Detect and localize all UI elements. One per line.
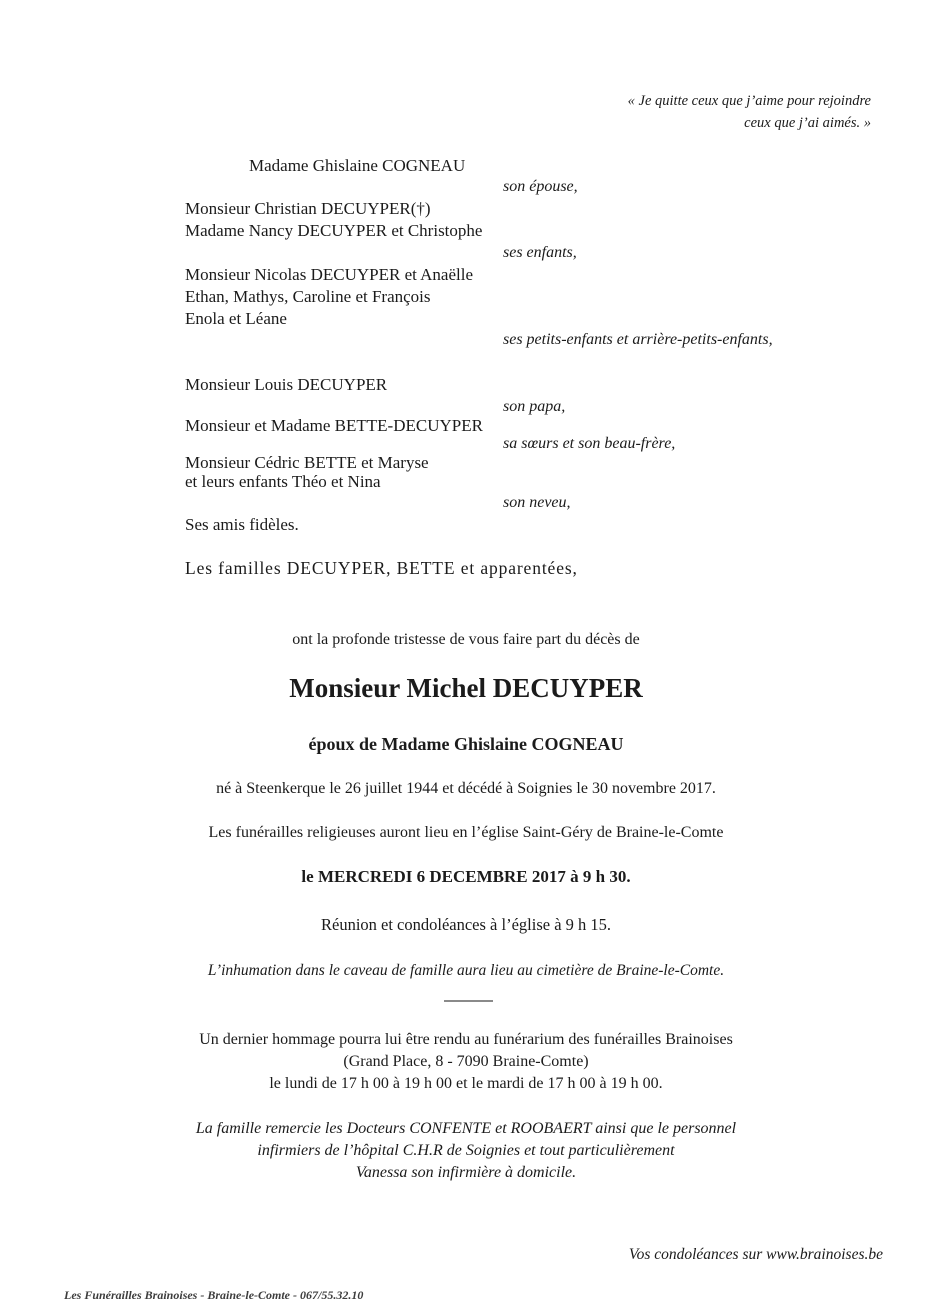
mourner-grandchild-3: Enola et Léane <box>185 309 287 328</box>
ceremony-datetime-line: le MERCREDI 6 DECEMBRE 2017 à 9 h 30. <box>301 867 631 886</box>
relation-grandchildren: ses petits-enfants et arrière-petits-enfants, <box>503 331 773 348</box>
families-line: Les familles DECUYPER, BETTE et apparentées, <box>185 558 578 578</box>
mourner-nephew-1: Monsieur Cédric BETTE et Maryse <box>185 453 429 472</box>
ceremony-meeting-line: Réunion et condoléances à l’église à 9 h 15. <box>320 915 612 934</box>
relation-children: ses enfants, <box>503 244 577 261</box>
viewing-line-1: Un dernier hommage pourra lui être rendu au funérarium des funérailles Brainoises <box>199 1031 733 1048</box>
funeral-home-footer: Les Funérailles Brainoises - Braine-le-Comte - 067/55.32.10 <box>64 1288 364 1302</box>
relation-nephew: son neveu, <box>503 494 571 511</box>
thanks-block <box>0 1118 932 1184</box>
thanks-line-2: infirmiers de l’hôpital C.H.R de Soignies et tout particulièrement <box>257 1142 675 1159</box>
ceremony-church-line: Les funérailles religieuses auront lieu en l’église Saint-Géry de Braine-le-Comte <box>208 824 724 841</box>
mourner-father: Monsieur Louis DECUYPER <box>185 375 388 394</box>
epigraph-line-1: « Je quitte ceux que j’aime pour rejoindre <box>627 93 871 109</box>
mourner-grandchild-1: Monsieur Nicolas DECUYPER et Anaëlle <box>185 265 474 284</box>
deceased-spouse-line: époux de Madame Ghislaine COGNEAU <box>308 734 624 754</box>
relation-spouse: son épouse, <box>503 178 578 195</box>
relation-father: son papa, <box>503 398 566 415</box>
thanks-line-3: Vanessa son infirmière à domicile. <box>355 1164 577 1181</box>
mourner-spouse-name: Madame Ghislaine COGNEAU <box>249 156 466 175</box>
condolences-website-line: Vos condoléances sur www.brainoises.be <box>628 1246 883 1263</box>
viewing-block <box>0 1029 932 1095</box>
viewing-line-2: (Grand Place, 8 - 7090 Braine-Comte) <box>343 1053 589 1070</box>
mourner-child-1: Monsieur Christian DECUYPER(†) <box>185 199 431 218</box>
burial-line: L’inhumation dans le caveau de famille aura lieu au cimetière de Braine-le-Comte. <box>207 962 725 979</box>
epigraph-line-2: ceux que j’ai aimés. » <box>744 115 871 131</box>
mourner-child-2: Madame Nancy DECUYPER et Christophe <box>185 221 483 240</box>
birth-death-line: né à Steenkerque le 26 juillet 1944 et décédé à Soignies le 30 novembre 2017. <box>216 780 716 797</box>
mourner-grandchild-2: Ethan, Mathys, Caroline et François <box>185 287 431 306</box>
thanks-line-1: La famille remercie les Docteurs CONFENTE et ROOBAERT ainsi que le personnel <box>195 1120 737 1137</box>
section-divider <box>444 1000 493 1002</box>
announcement-line: ont la profonde tristesse de vous faire part du décès de <box>292 631 640 648</box>
epigraph-quote <box>628 90 871 134</box>
relation-sister: sa sœurs et son beau-frère, <box>503 435 676 452</box>
mourner-sister-couple: Monsieur et Madame BETTE-DECUYPER <box>185 416 483 435</box>
mourner-friends: Ses amis fidèles. <box>185 515 299 534</box>
deceased-name-title: Monsieur Michel DECUYPER <box>289 673 643 703</box>
mourner-nephew-2: et leurs enfants Théo et Nina <box>185 472 381 491</box>
viewing-line-3: le lundi de 17 h 00 à 19 h 00 et le mardi de 17 h 00 à 19 h 00. <box>269 1075 663 1092</box>
